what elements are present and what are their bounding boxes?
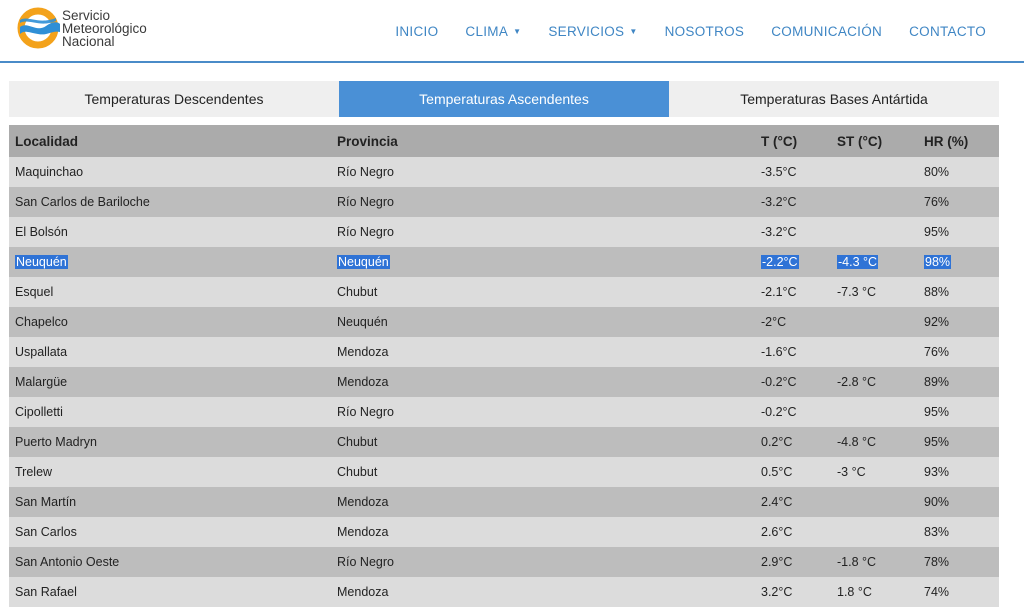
nav-servicios-label: SERVICIOS — [548, 24, 625, 39]
table-row — [9, 187, 999, 217]
cell-temperatura — [761, 285, 797, 299]
cell-provincia — [337, 345, 388, 359]
cell-sensacion-termica — [837, 465, 866, 479]
cell-provincia — [337, 285, 377, 299]
cell-provincia — [337, 405, 394, 419]
nav-clima-label: CLIMA — [465, 24, 509, 39]
cell-humedad-text: 92% — [924, 315, 950, 329]
cell-provincia-text: Neuquén — [338, 255, 389, 269]
table-row — [9, 517, 999, 547]
cell-temperatura — [761, 435, 792, 449]
brand-line-2: Meteorológico — [62, 20, 147, 36]
table-row — [9, 337, 999, 367]
cell-sensacion-termica-text: -4.8 °C — [837, 435, 877, 449]
cell-humedad-text: 98% — [925, 255, 951, 269]
nav-inicio[interactable] — [395, 24, 438, 39]
cell-provincia-text: Mendoza — [337, 495, 389, 509]
cell-temperatura-text: 0.5°C — [761, 465, 793, 479]
nav-contacto[interactable] — [909, 24, 986, 39]
cell-sensacion-termica — [837, 255, 878, 269]
cell-localidad-text: San Carlos de Bariloche — [15, 195, 150, 209]
cell-sensacion-termica-text: -7.3 °C — [837, 285, 877, 299]
table-row — [9, 397, 999, 427]
cell-humedad — [924, 405, 949, 419]
cell-temperatura — [761, 195, 797, 209]
cell-humedad-text: 95% — [924, 435, 950, 449]
cell-humedad — [924, 525, 949, 539]
main-nav — [368, 0, 986, 63]
cell-temperatura-text: -2.2°C — [762, 255, 798, 269]
cell-temperatura — [761, 315, 786, 329]
cell-sensacion-termica-text: 1.8 °C — [837, 585, 872, 599]
cell-localidad — [15, 255, 68, 269]
cell-localidad-text: Cipolletti — [15, 405, 63, 419]
tab-ascendentes[interactable]: Temperaturas Ascendentes — [339, 81, 669, 117]
cell-temperatura-text: 0.2°C — [761, 435, 793, 449]
cell-temperatura — [761, 585, 792, 599]
cell-localidad-text: Maquinchao — [15, 165, 84, 179]
cell-provincia — [337, 435, 377, 449]
cell-provincia — [337, 315, 388, 329]
cell-temperatura — [761, 375, 797, 389]
cell-humedad — [924, 315, 949, 329]
cell-humedad — [924, 495, 949, 509]
cell-provincia-text: Chubut — [337, 435, 378, 449]
cell-humedad-text: 90% — [924, 495, 950, 509]
nav-comunicacion[interactable] — [771, 24, 882, 39]
table-row — [9, 367, 999, 397]
cell-temperatura — [761, 465, 792, 479]
cell-provincia-text: Río Negro — [337, 405, 394, 419]
cell-localidad-text: Chapelco — [15, 315, 68, 329]
cell-sensacion-termica — [837, 555, 876, 569]
cell-humedad-text: 83% — [924, 525, 950, 539]
cell-provincia — [337, 495, 388, 509]
cell-temperatura — [761, 255, 799, 269]
nav-contacto-label: CONTACTO — [909, 24, 986, 39]
cell-humedad — [924, 555, 949, 569]
cell-localidad-text: Esquel — [15, 285, 54, 299]
cell-provincia — [337, 225, 394, 239]
smn-logo-icon — [16, 6, 60, 50]
cell-temperatura-text: -2°C — [761, 315, 787, 329]
cell-temperatura-text: -3.2°C — [761, 195, 797, 209]
cell-localidad-text: San Martín — [15, 495, 77, 509]
header-temperatura[interactable]: T (°C) — [761, 133, 798, 149]
nav-nosotros-label: NOSOTROS — [664, 24, 745, 39]
cell-humedad — [924, 165, 949, 179]
cell-humedad-text: 95% — [924, 405, 950, 419]
table-row — [9, 277, 999, 307]
cell-provincia — [337, 375, 388, 389]
cell-sensacion-termica — [837, 375, 876, 389]
cell-provincia — [337, 525, 388, 539]
cell-localidad — [15, 495, 76, 509]
cell-localidad-text: Neuquén — [16, 255, 67, 269]
cell-temperatura-text: -0.2°C — [761, 375, 797, 389]
nav-clima[interactable] — [465, 24, 521, 39]
cell-provincia — [337, 195, 394, 209]
cell-temperatura-text: -0.2°C — [761, 405, 797, 419]
cell-humedad-text: 76% — [924, 195, 950, 209]
cell-provincia-text: Río Negro — [337, 165, 394, 179]
table-row — [9, 457, 999, 487]
caret-down-icon: ▼ — [513, 27, 522, 36]
cell-provincia — [337, 255, 390, 269]
cell-provincia-text: Mendoza — [337, 375, 389, 389]
cell-sensacion-termica-text: -4.3 °C — [838, 255, 878, 269]
cell-sensacion-termica-text: -3 °C — [837, 465, 866, 479]
cell-humedad — [924, 465, 949, 479]
cell-temperatura — [761, 225, 797, 239]
cell-humedad-text: 95% — [924, 225, 950, 239]
cell-temperatura-text: 2.4°C — [761, 495, 793, 509]
cell-humedad — [924, 585, 949, 599]
cell-localidad-text: Uspallata — [15, 345, 68, 359]
cell-localidad — [15, 195, 150, 209]
cell-temperatura — [761, 405, 797, 419]
temperature-tabs — [9, 81, 999, 117]
cell-humedad-text: 76% — [924, 345, 950, 359]
nav-servicios[interactable] — [548, 24, 637, 39]
cell-temperatura-text: -3.5°C — [761, 165, 797, 179]
cell-provincia-text: Neuquén — [337, 315, 388, 329]
caret-down-icon: ▼ — [629, 27, 638, 36]
cell-localidad-text: San Antonio Oeste — [15, 555, 120, 569]
cell-provincia-text: Río Negro — [337, 225, 394, 239]
header-humedad[interactable]: HR (%) — [924, 133, 969, 149]
cell-localidad — [15, 285, 53, 299]
cell-temperatura — [761, 165, 797, 179]
header-localidad[interactable]: Localidad — [15, 133, 79, 149]
cell-provincia-text: Chubut — [337, 285, 378, 299]
cell-humedad-text: 93% — [924, 465, 950, 479]
cell-temperatura-text: 2.6°C — [761, 525, 793, 539]
cell-provincia — [337, 585, 388, 599]
cell-temperatura-text: -1.6°C — [761, 345, 797, 359]
table-row — [9, 247, 999, 277]
brand-name — [62, 9, 147, 48]
cell-humedad — [924, 195, 949, 209]
table-row — [9, 217, 999, 247]
cell-sensacion-termica — [837, 585, 872, 599]
table-row — [9, 427, 999, 457]
brand-line-1: Servicio — [62, 7, 111, 23]
cell-temperatura — [761, 495, 792, 509]
brand-line-3: Nacional — [62, 33, 115, 49]
cell-localidad-text: Puerto Madryn — [15, 435, 97, 449]
cell-localidad — [15, 345, 67, 359]
nav-inicio-label: INICIO — [395, 24, 439, 39]
cell-localidad — [15, 525, 77, 539]
nav-comunicacion-label: COMUNICACIÓN — [771, 24, 883, 39]
cell-temperatura-text: -2.1°C — [761, 285, 797, 299]
cell-provincia-text: Mendoza — [337, 345, 389, 359]
cell-provincia-text: Río Negro — [337, 555, 394, 569]
cell-localidad-text: San Carlos — [15, 525, 77, 539]
cell-localidad — [15, 555, 119, 569]
site-header — [0, 0, 1024, 63]
tab-bases-antartida[interactable]: Temperaturas Bases Antártida — [669, 81, 999, 117]
cell-provincia — [337, 465, 377, 479]
cell-provincia — [337, 165, 394, 179]
cell-sensacion-termica-text: -2.8 °C — [837, 375, 877, 389]
table-row — [9, 487, 999, 517]
cell-sensacion-termica — [837, 435, 876, 449]
cell-sensacion-termica — [837, 285, 876, 299]
cell-humedad — [924, 375, 949, 389]
cell-localidad — [15, 465, 52, 479]
cell-humedad — [924, 345, 949, 359]
cell-humedad-text: 89% — [924, 375, 950, 389]
cell-provincia-text: Río Negro — [337, 195, 394, 209]
header-provincia[interactable]: Provincia — [337, 133, 398, 149]
cell-temperatura — [761, 525, 792, 539]
cell-localidad-text: El Bolsón — [15, 225, 68, 239]
cell-provincia-text: Mendoza — [337, 525, 389, 539]
cell-localidad — [15, 585, 77, 599]
cell-humedad — [924, 285, 949, 299]
cell-localidad — [15, 375, 67, 389]
site-logo[interactable] — [16, 6, 147, 50]
nav-nosotros[interactable] — [665, 24, 745, 39]
header-sensacion-termica[interactable]: ST (°C) — [837, 133, 883, 149]
cell-provincia-text: Mendoza — [337, 585, 389, 599]
cell-temperatura-text: 2.9°C — [761, 555, 793, 569]
table-row — [9, 157, 999, 187]
cell-localidad — [15, 165, 83, 179]
cell-humedad-text: 80% — [924, 165, 950, 179]
cell-localidad — [15, 405, 63, 419]
cell-humedad-text: 78% — [924, 555, 950, 569]
cell-humedad — [924, 255, 951, 269]
table-row — [9, 307, 999, 337]
cell-temperatura — [761, 345, 797, 359]
cell-temperatura — [761, 555, 792, 569]
table-row — [9, 547, 999, 577]
cell-humedad — [924, 435, 949, 449]
cell-localidad — [15, 315, 68, 329]
temperature-table — [9, 125, 999, 607]
cell-provincia — [337, 555, 394, 569]
cell-localidad-text: Trelew — [15, 465, 53, 479]
cell-temperatura-text: -3.2°C — [761, 225, 797, 239]
cell-humedad-text: 88% — [924, 285, 950, 299]
tab-descendentes[interactable]: Temperaturas Descendentes — [9, 81, 339, 117]
cell-localidad — [15, 225, 68, 239]
cell-sensacion-termica-text: -1.8 °C — [837, 555, 877, 569]
cell-localidad-text: Malargüe — [15, 375, 68, 389]
cell-humedad — [924, 225, 949, 239]
cell-provincia-text: Chubut — [337, 465, 378, 479]
cell-humedad-text: 74% — [924, 585, 950, 599]
cell-localidad-text: San Rafael — [15, 585, 77, 599]
cell-localidad — [15, 435, 97, 449]
table-header-row — [9, 125, 999, 157]
table-body — [9, 157, 999, 607]
cell-temperatura-text: 3.2°C — [761, 585, 793, 599]
